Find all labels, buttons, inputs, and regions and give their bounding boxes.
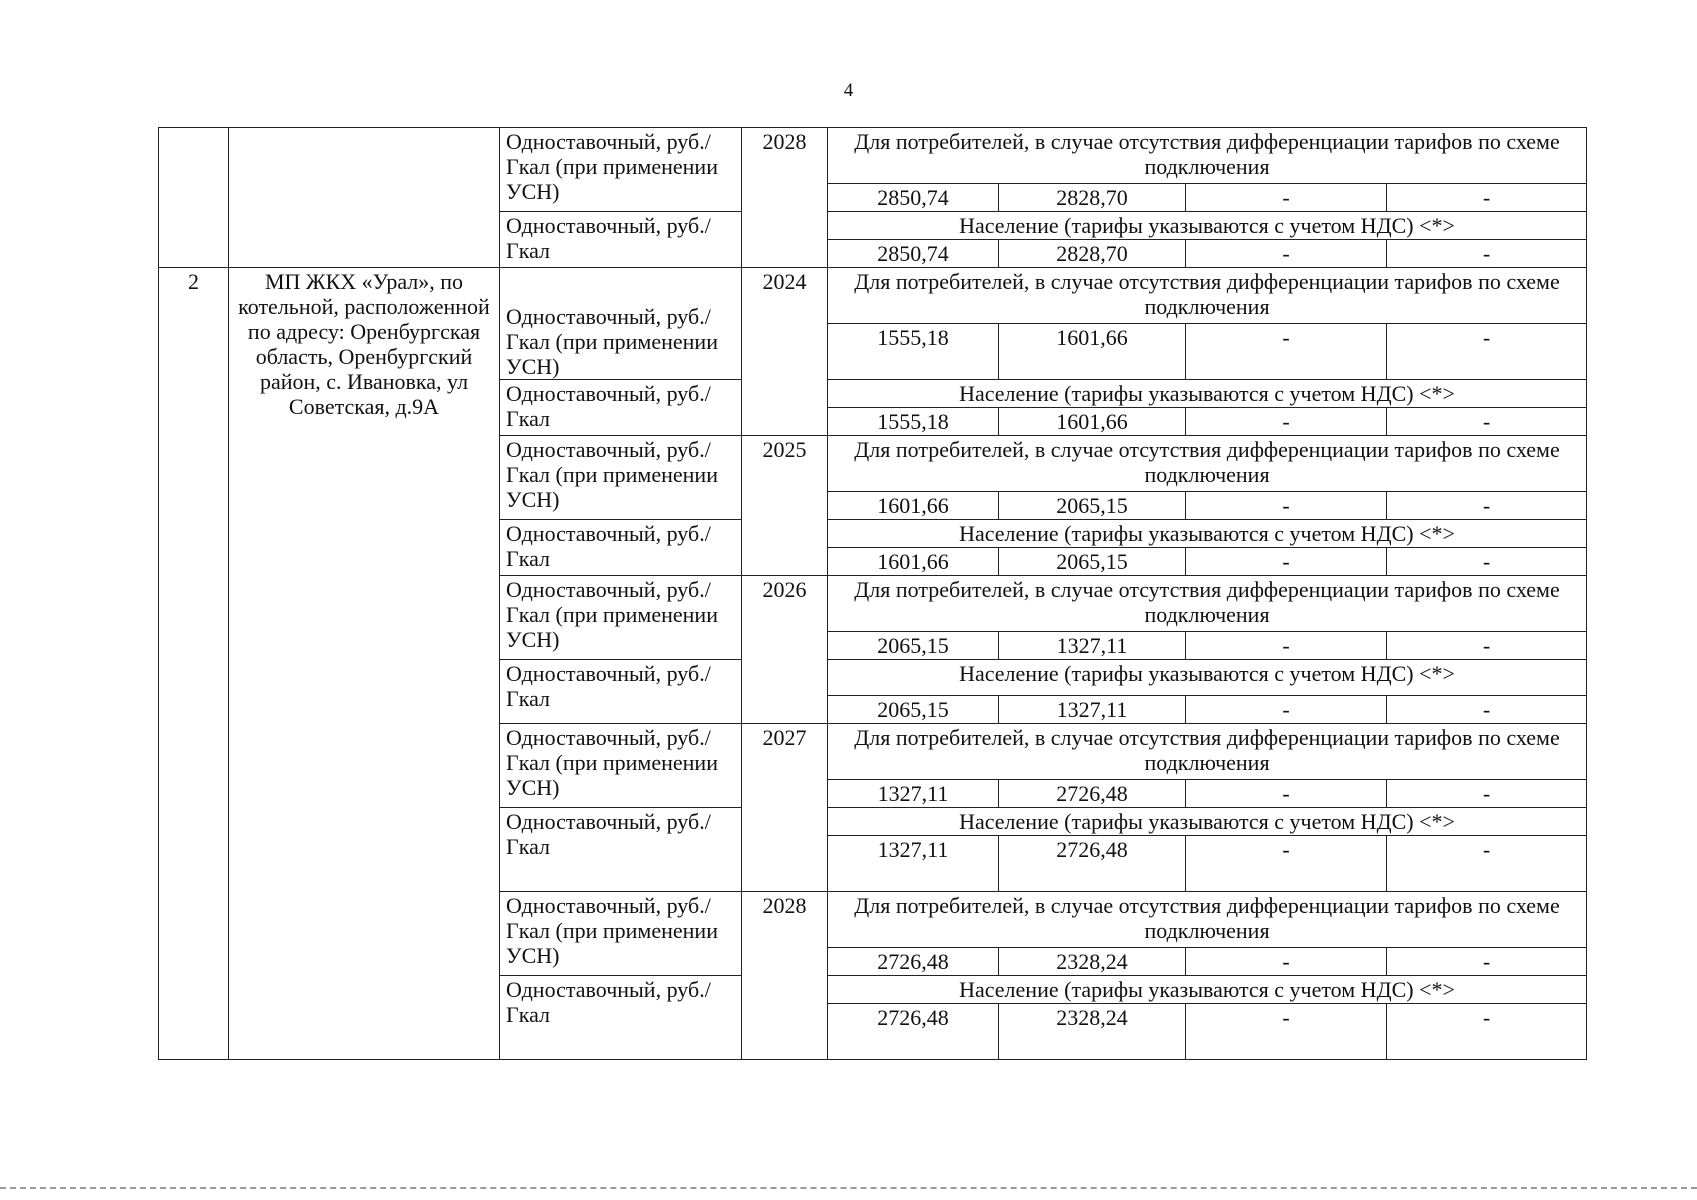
- empty-value-cell: -: [1186, 780, 1387, 808]
- value-cell: 1327,11: [828, 780, 999, 808]
- empty-value-cell: -: [1186, 240, 1387, 268]
- table-row: [159, 268, 1587, 324]
- consumers-header: Для потребителей, в случае отсутствия дифференциации тарифов по схеме подключения: [828, 128, 1587, 184]
- empty-value-cell: -: [1186, 492, 1387, 520]
- value-cell: 2850,74: [828, 184, 999, 212]
- value-cell: 2726,48: [999, 780, 1186, 808]
- value-cell: 2065,15: [999, 548, 1186, 576]
- consumers-header: Для потребителей, в случае отсутствия дифференциации тарифов по схеме подключения: [828, 576, 1587, 632]
- tariff-type-cell: Одноставочный, руб./Гкал: [500, 660, 742, 724]
- empty-value-cell: -: [1186, 836, 1387, 892]
- empty-value-cell: -: [1186, 324, 1387, 380]
- value-cell: 2328,24: [999, 1004, 1186, 1060]
- organization-cell: [229, 128, 500, 268]
- tariff-type-cell: Одноставочный, руб./Гкал (при применении УСН): [500, 268, 742, 380]
- empty-value-cell: -: [1387, 632, 1587, 660]
- tariff-type-cell: Одноставочный, руб./Гкал (при применении УСН): [500, 128, 742, 212]
- empty-value-cell: -: [1387, 548, 1587, 576]
- row-number-cell: [159, 128, 229, 268]
- tariff-type-cell: Одноставочный, руб./Гкал: [500, 976, 742, 1060]
- empty-value-cell: -: [1387, 780, 1587, 808]
- value-cell: 1327,11: [999, 632, 1186, 660]
- table-row: [159, 128, 1587, 184]
- empty-value-cell: -: [1186, 696, 1387, 724]
- population-header: Население (тарифы указываются с учетом НДС) <*>: [828, 380, 1587, 408]
- row-number-cell: 2: [159, 268, 229, 1060]
- population-header: Население (тарифы указываются с учетом НДС) <*>: [828, 660, 1587, 696]
- empty-value-cell: -: [1186, 408, 1387, 436]
- tariff-type-cell: Одноставочный, руб./Гкал: [500, 212, 742, 268]
- tariff-type-cell: Одноставочный, руб./Гкал: [500, 520, 742, 576]
- tariff-type-cell: Одноставочный, руб./Гкал (при применении УСН): [500, 892, 742, 976]
- empty-value-cell: -: [1387, 948, 1587, 976]
- population-header: Население (тарифы указываются с учетом НДС) <*>: [828, 976, 1587, 1004]
- value-cell: 2726,48: [999, 836, 1186, 892]
- empty-value-cell: -: [1387, 184, 1587, 212]
- value-cell: 1601,66: [828, 492, 999, 520]
- empty-value-cell: -: [1387, 324, 1587, 380]
- tariff-table: [158, 127, 1587, 1060]
- value-cell: 2828,70: [999, 184, 1186, 212]
- empty-value-cell: -: [1387, 1004, 1587, 1060]
- year-cell: 2028: [742, 128, 828, 268]
- value-cell: 2726,48: [828, 948, 999, 976]
- tariff-type-cell: Одноставочный, руб./Гкал: [500, 808, 742, 892]
- empty-value-cell: -: [1387, 492, 1587, 520]
- empty-value-cell: -: [1387, 836, 1587, 892]
- consumers-header: Для потребителей, в случае отсутствия дифференциации тарифов по схеме подключения: [828, 268, 1587, 324]
- tariff-type-cell: Одноставочный, руб./Гкал (при применении УСН): [500, 724, 742, 808]
- year-cell: 2024: [742, 268, 828, 436]
- value-cell: 2065,15: [828, 696, 999, 724]
- value-cell: 2828,70: [999, 240, 1186, 268]
- value-cell: 1327,11: [999, 696, 1186, 724]
- consumers-header: Для потребителей, в случае отсутствия дифференциации тарифов по схеме подключения: [828, 436, 1587, 492]
- value-cell: 2726,48: [828, 1004, 999, 1060]
- empty-value-cell: -: [1387, 408, 1587, 436]
- consumers-header: Для потребителей, в случае отсутствия дифференциации тарифов по схеме подключения: [828, 892, 1587, 948]
- empty-value-cell: -: [1186, 1004, 1387, 1060]
- year-cell: 2028: [742, 892, 828, 1060]
- population-header: Население (тарифы указываются с учетом НДС) <*>: [828, 808, 1587, 836]
- value-cell: 2065,15: [828, 632, 999, 660]
- value-cell: 2328,24: [999, 948, 1186, 976]
- value-cell: 1601,66: [828, 548, 999, 576]
- empty-value-cell: -: [1186, 548, 1387, 576]
- scan-edge-line: [0, 1187, 1697, 1189]
- empty-value-cell: -: [1387, 696, 1587, 724]
- year-cell: 2025: [742, 436, 828, 576]
- value-cell: 1327,11: [828, 836, 999, 892]
- tariff-type-cell: Одноставочный, руб./Гкал (при применении УСН): [500, 576, 742, 660]
- empty-value-cell: -: [1186, 948, 1387, 976]
- population-header: Население (тарифы указываются с учетом НДС) <*>: [828, 212, 1587, 240]
- tariff-type-cell: Одноставочный, руб./Гкал (при применении УСН): [500, 436, 742, 520]
- year-cell: 2026: [742, 576, 828, 724]
- empty-value-cell: -: [1186, 184, 1387, 212]
- empty-value-cell: -: [1387, 240, 1587, 268]
- value-cell: 1555,18: [828, 324, 999, 380]
- tariff-type-cell: Одноставочный, руб./Гкал: [500, 380, 742, 436]
- year-cell: 2027: [742, 724, 828, 892]
- value-cell: 1601,66: [999, 408, 1186, 436]
- value-cell: 2065,15: [999, 492, 1186, 520]
- organization-cell: МП ЖКХ «Урал», по котельной, расположенной по адресу: Оренбургская область, Оренбургский район, с. Ивановка, ул Советская, д.9А: [229, 268, 500, 1060]
- page-number: 4: [843, 80, 854, 101]
- empty-value-cell: -: [1186, 632, 1387, 660]
- population-header: Население (тарифы указываются с учетом НДС) <*>: [828, 520, 1587, 548]
- consumers-header: Для потребителей, в случае отсутствия дифференциации тарифов по схеме подключения: [828, 724, 1587, 780]
- value-cell: 2850,74: [828, 240, 999, 268]
- value-cell: 1555,18: [828, 408, 999, 436]
- value-cell: 1601,66: [999, 324, 1186, 380]
